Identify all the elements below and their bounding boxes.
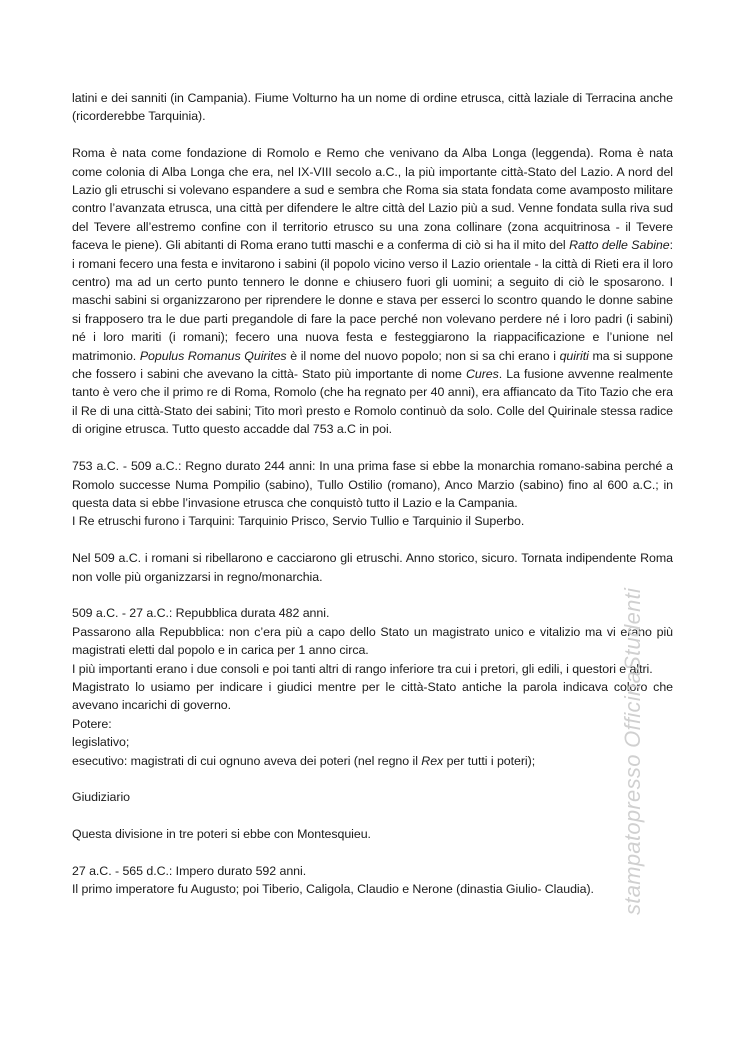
paragraph-text: : i romani fecero una festa e invitarono i sabini (il popolo vicino verso il Lazio orientale - la città di Rieti era il loro centro) ma ad un certo punto tennero le donne e chiusero fuori gli uomini; a seguito di ciò le sposarono. I maschi sabini si organizzarono per riprendere le donne e stava per esserci lo scontro quando le donne sabine si frapposero tra le due parti pregandole di fare la pace perché non volevano perdere né i loro padri (i sabini) né i loro mariti (i romani); fecero una nuova festa e festeggiarono la riappacificazione e l’unione nel matrimonio. — [72, 238, 673, 363]
italic-term-quiriti: quiriti — [559, 348, 589, 363]
paragraph-509-revolt: Nel 509 a.C. i romani si ribellarono e cacciarono gli etruschi. Anno storico, sicuro. Tornata indipendente Roma non volle più organizzarsi in regno/monarchia. — [72, 551, 673, 584]
italic-term-ratto: Ratto delle Sabine — [569, 238, 670, 253]
watermark-text: stampatopresso OfficinaStudenti — [620, 587, 645, 915]
document-body — [72, 89, 673, 899]
paragraph-text: ma si suppone che fossero i sabini che avevano la città- Stato più importante di nome — [72, 348, 673, 382]
paragraph-text: Il primo imperatore fu Augusto; poi Tiberio, Caligola, Claudio e Nerone (dinastia Giulio- Claudia). — [72, 882, 594, 897]
section-heading-republic: 509 a.C. - 27 a.C.: Repubblica durata 482 anni. — [72, 606, 330, 621]
paragraph-empire — [72, 862, 673, 899]
paragraph-text: Magistrato lo usiamo per indicare i giudici mentre per le città-Stato antiche la parola indicava coloro che avevano incarichi di governo. — [72, 679, 673, 713]
list-item-esecutivo — [72, 752, 673, 770]
italic-term-cures: Cures — [465, 367, 499, 382]
paragraph-giudiziario: Giudiziario — [72, 790, 130, 805]
paragraph-text: esecutivo: magistrati di cui ognuno aveva dei poteri (nel regno il — [72, 753, 422, 768]
paragraph-text: è il nome del nuovo popolo; non si sa chi erano i — [286, 348, 560, 363]
paragraph-monarchy — [72, 457, 673, 531]
italic-term-rex: Rex — [421, 753, 444, 768]
paragraph-text: 753 a.C. - 509 a.C.: Regno durato 244 anni: In una prima fase si ebbe la monarchia romano-sabina perché a Romolo successe Numa Pompilio (sabino), Tullo Ostilio (romano), Anco Marzio (sabino) fino al 600 a.C.; in questa data si ebbe l’invasione etrusca che conquistò tutto il Lazio e la Campania. — [72, 459, 673, 510]
paragraph-republic — [72, 604, 673, 770]
paragraph-montesquieu: Questa divisione in tre poteri si ebbe con Montesquieu. — [72, 827, 371, 842]
list-item-legislativo: legislativo; — [72, 735, 130, 750]
paragraph-text: I più importanti erano i due consoli e poi tanti altri di rango inferiore tra cui i pretori, gli edili, i questori e altri. — [72, 661, 653, 676]
paragraph-text: . La fusione avvenne realmente tanto è vero che il primo re di Roma, Romolo (che ha regnato per 40 anni), era affiancato da Tito Tazio che era il Re di una città-Stato dei sabini; Tito morì presto e Romolo continuò da solo. Colle del Quirinale stessa radice di origine etrusca. Tutto questo accadde dal 753 a.C in poi. — [72, 367, 673, 437]
paragraph-founding-of-rome — [72, 144, 673, 439]
paragraph-volturno: latini e dei sanniti (in Campania). Fiume Volturno ha un nome di ordine etrusca, città laziale di Terracina anche (ricorderebbe Tarquinia). — [72, 91, 673, 124]
paragraph-text: Passarono alla Repubblica: non c’era più a capo dello Stato un magistrato unico e vitalizio ma vi erano più magistrati eletti dal popolo e in carica per 1 anno circa. — [72, 624, 673, 658]
list-label-potere: Potere: — [72, 716, 112, 731]
italic-term-populus: Populus Romanus Quirites — [139, 348, 287, 363]
section-heading-empire: 27 a.C. - 565 d.C.: Impero durato 592 anni. — [72, 863, 307, 878]
paragraph-text: I Re etruschi furono i Tarquini: Tarquinio Prisco, Servio Tullio e Tarquinio il Superbo. — [72, 514, 525, 529]
paragraph-text: Roma è nata come fondazione di Romolo e Remo che venivano da Alba Longa (leggenda). Roma è nata come colonia di Alba Longa che era, nel IX-VIII secolo a.C., la più importante città-Stato del Lazio. A nord del Lazio gli etruschi si volevano espandere a sud e sembra che Roma sia stata fondata come avamposto militare contro l’avanzata etrusca, una città per difendere le altre città del Lazio più a sud. Venne fondata sulla riva sud del Tevere all’estremo confine con il territorio etrusco su una zona collinare (zona acquitrinosa - il Tevere faceva le piene). Gli abitanti di Roma erano tutti maschi e a conferma di ciò si ha il mito del — [72, 146, 673, 253]
paragraph-text: per tutti i poteri); — [443, 753, 536, 768]
